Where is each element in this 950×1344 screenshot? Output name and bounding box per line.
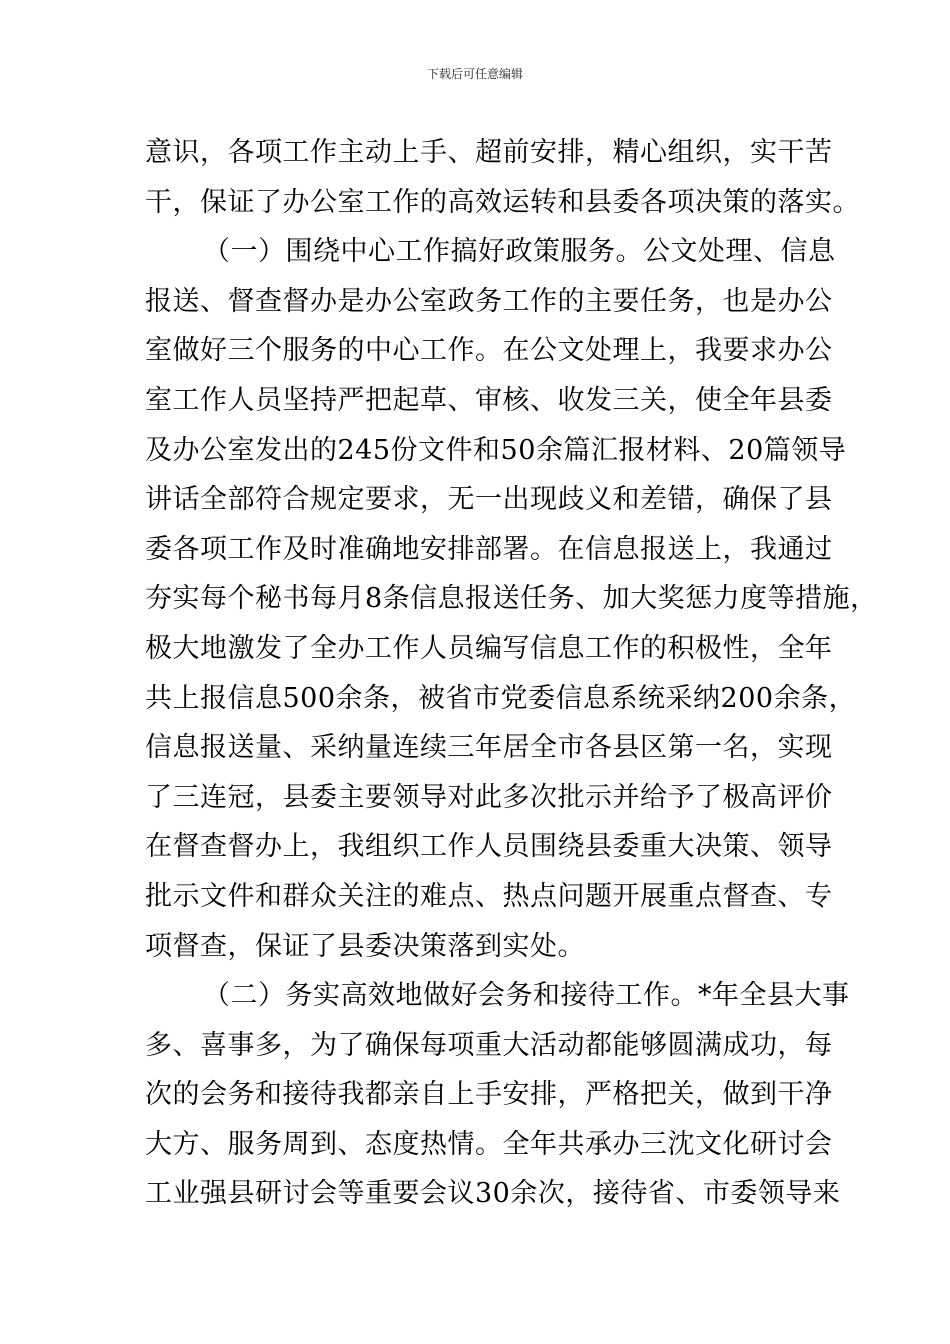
text-line: 意识，各项工作主动上手、超前安排，精心组织，实干苦 xyxy=(145,137,833,168)
text-line: 报送、督查督办是办公室政务工作的主要任务，也是办公 xyxy=(145,285,833,317)
text-line: 干，保证了办公室工作的高效运转和县委各项决策的落实。 xyxy=(145,186,860,218)
text-line: 信息报送量、采纳量连续三年居全市各县区第一名，实现 xyxy=(145,732,833,764)
document-body xyxy=(145,128,878,1219)
text-line: 次的会务和接待我都亲自上手安排，严格把关，做到干净 xyxy=(145,1079,833,1111)
paragraph-heading-line: （一）围绕中心工作搞好政策服务。公文处理、信息 xyxy=(203,236,836,268)
text-line: 批示文件和群众关注的难点、热点问题开展重点督查、专 xyxy=(145,880,833,912)
text-line: 极大地激发了全办工作人员编写信息工作的积极性，全年 xyxy=(145,632,833,664)
text-line: 及办公室发出的245份文件和50余篇汇报材料、20篇领导 xyxy=(145,434,847,466)
text-line: 室做好三个服务的中心工作。在公文处理上，我要求办公 xyxy=(145,335,833,367)
text-line: 室工作人员坚持严把起草、审核、收发三关，使全年县委 xyxy=(145,384,833,416)
text-line: 了三连冠，县委主要领导对此多次批示并给予了极高评价 xyxy=(145,781,833,813)
paragraph-heading-line: （二）务实高效地做好会务和接待工作。*年全县大事 xyxy=(203,980,850,1012)
text-line: 委各项工作及时准确地安排部署。在信息报送上，我通过 xyxy=(145,533,833,565)
text-line: 项督查，保证了县委决策落到实处。 xyxy=(145,930,585,962)
text-line: 在督查督办上，我组织工作人员围绕县委重大决策、领导 xyxy=(145,831,833,863)
text-line: 共上报信息500余条，被省市党委信息系统采纳200余条， xyxy=(145,682,857,714)
text-line: 夯实每个秘书每月8条信息报送任务、加大奖惩力度等措施， xyxy=(145,583,878,615)
page-header-note: 下载后可任意编辑 xyxy=(426,67,523,81)
text-line: 工业强县研讨会等重要会议30余次，接待省、市委领导来 xyxy=(145,1178,841,1210)
text-line: 讲话全部符合规定要求，无一出现歧义和差错，确保了县 xyxy=(145,484,833,516)
text-line: 多、喜事多，为了确保每项重大活动都能够圆满成功，每 xyxy=(145,1029,833,1061)
text-line: 大方、服务周到、态度热情。全年共承办三沈文化研讨会 xyxy=(145,1128,833,1160)
